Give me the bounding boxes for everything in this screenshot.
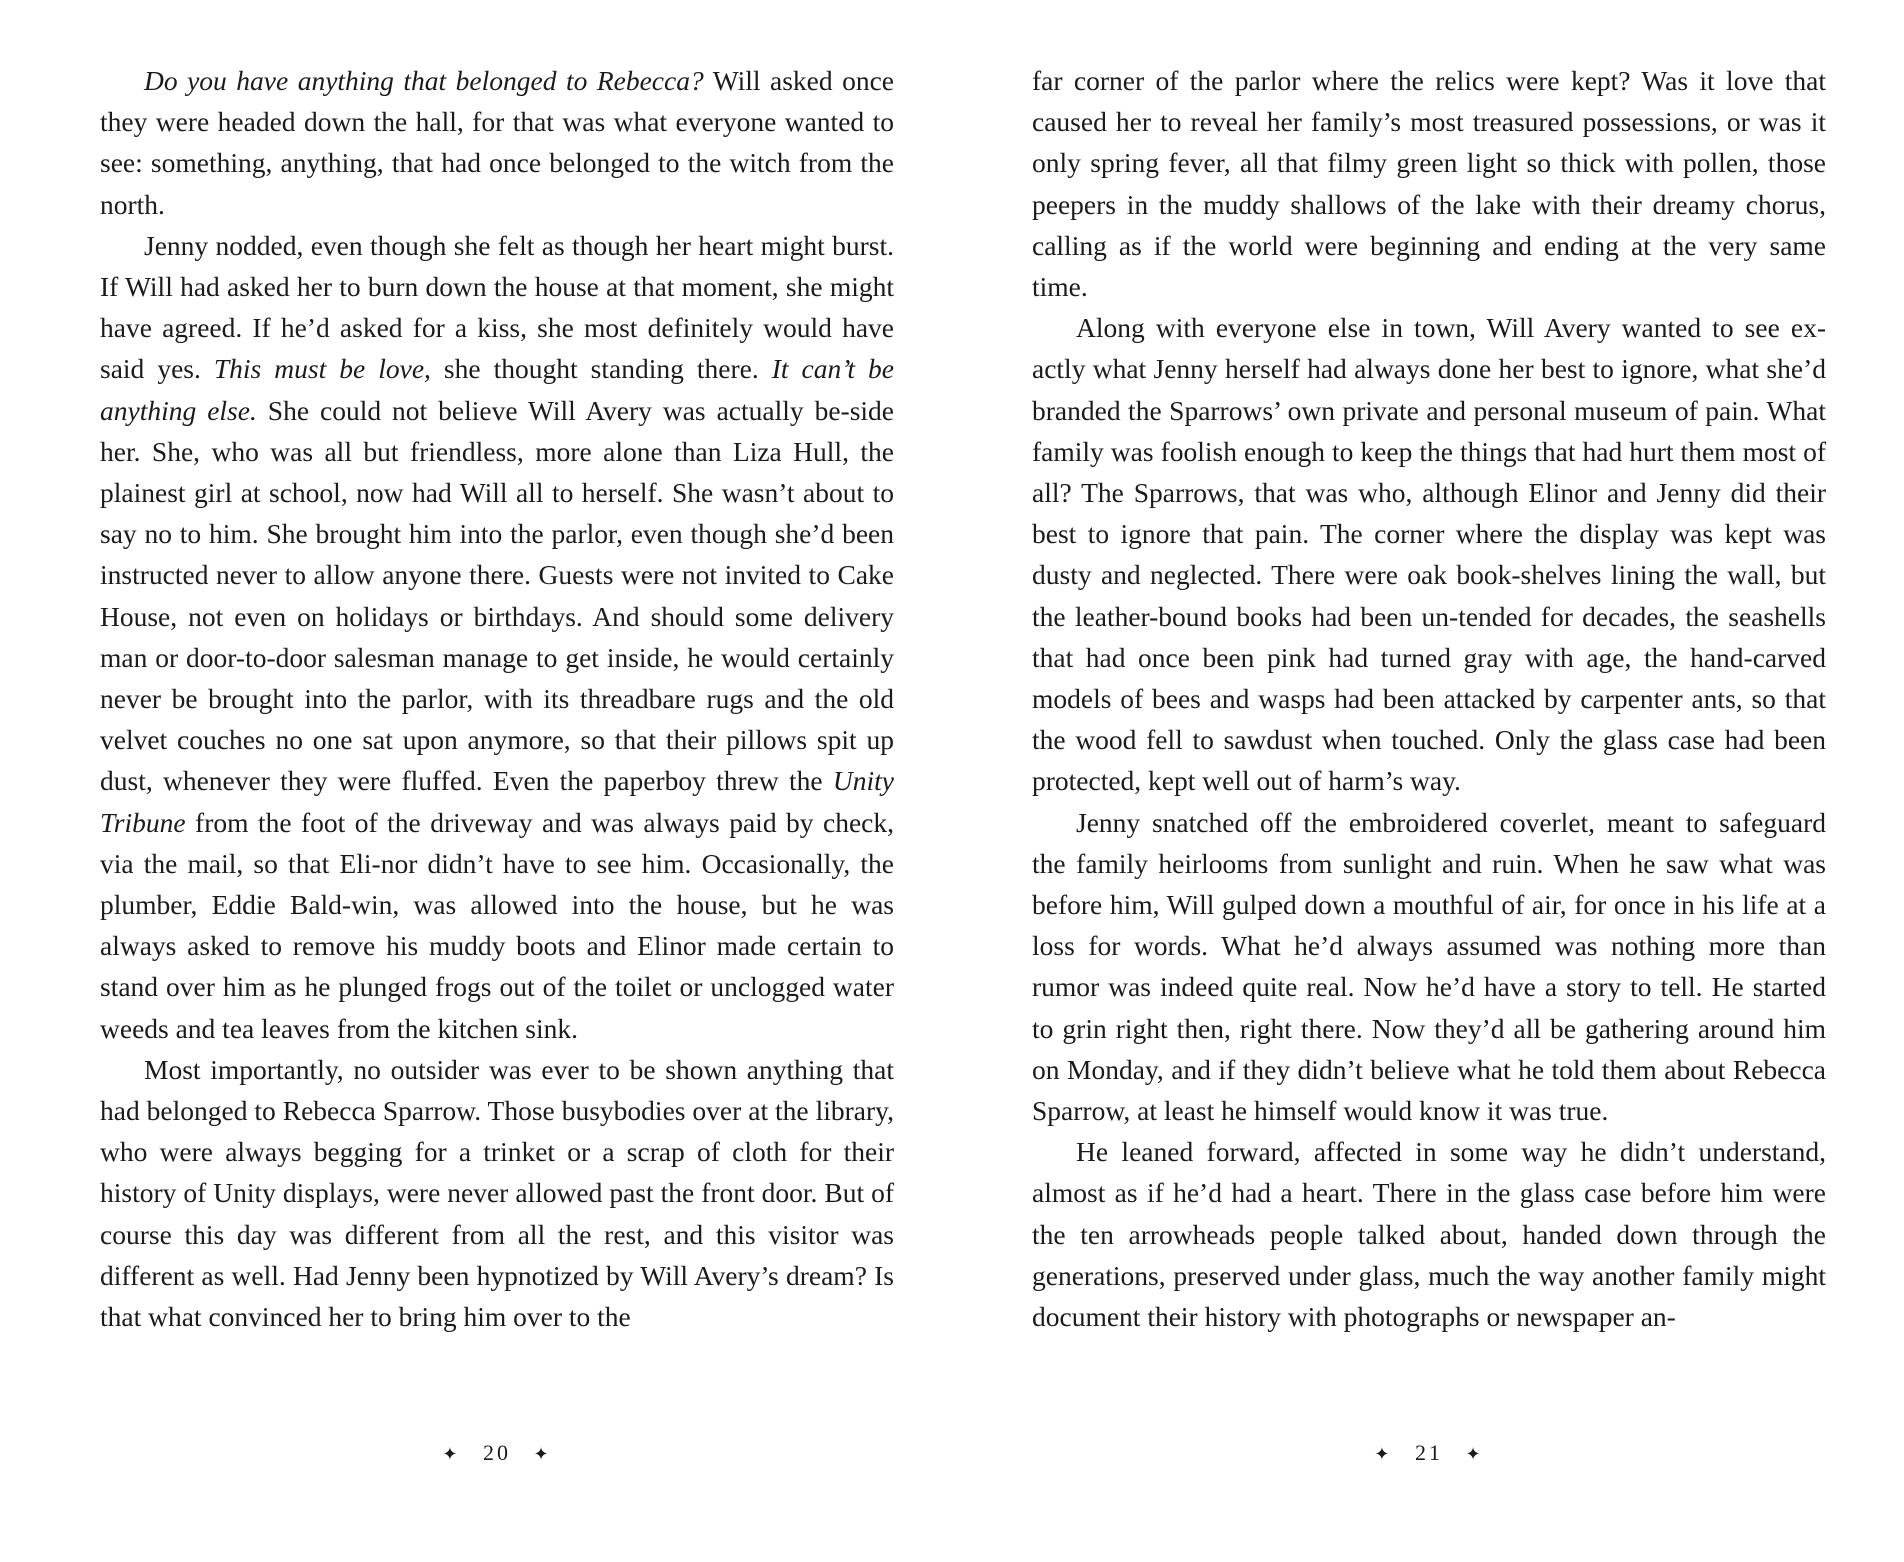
text-run: far corner of the parlor where the relics were kept? Was it love that caused her to reveal her family’s most treasured possessions, or was it only spring fever, all that filmy green light so thick with pollen, those peepers in the muddy shallows of the lake with their dreamy chorus, calling as if the world were beginning and ending at the very same time. [1032,65,1826,303]
paragraph [100,1049,894,1337]
ornament-icon: ✦ [1465,1444,1484,1464]
ornament-icon: ✦ [1374,1444,1393,1464]
right-page-text [1032,60,1826,1337]
text-run: He leaned forward, affected in some way he didn’t understand, almost as if he’d had a heart. There in the glass case before him were the ten arrowheads people talked about, handed down through the generations, preserved under glass, much the way another family might document their history with photographs or newspaper an- [1032,1136,1826,1333]
page-number-left [100,1440,894,1466]
italic-text: This must be love, [213,353,431,385]
page-number: 20 [483,1440,511,1465]
text-run: from the foot of the driveway and was always paid by check, via the mail, so that Eli-nor didn’t have to see him. Occasionally, the plumber, Eddie Bald-win, was allowed into the house, but he was always asked to remove his muddy boots and Elinor made certain to stand over him as he plunged frogs out of the toilet or unclogged water weeds and tea leaves from the kitchen sink. [100,806,894,1044]
left-page [100,60,894,1337]
page-number-right [1032,1440,1826,1466]
paragraph [1032,307,1826,801]
paragraph [1032,1131,1826,1337]
page-number: 21 [1415,1440,1443,1465]
right-page [1032,60,1826,1337]
paragraph [1032,802,1826,1132]
ornament-icon: ✦ [533,1444,552,1464]
italic-text: Do you have anything that belonged to Rebecca? [144,65,704,96]
text-run: Will asked once they were headed down the hall, for that was what everyone wanted to see: something, anything, that had once belonged to the witch from the north. [100,65,895,220]
text-run: Along with everyone else in town, Will Avery wanted to see ex-actly what Jenny herself had always done her best to ignore, what she’d branded the Sparrows’ own private and personal museum of pain. What family was foolish enough to keep the things that had hurt them most of all? The Sparrows, that was who, although Elinor and Jenny did their best to ignore that pain. The corner where the display was kept was dusty and neglected. There were oak book-shelves lining the wall, but the leather-bound books had been un-tended for decades, the seashells that had once been pink had turned gray with age, the hand-carved models of bees and wasps had been attacked by carpenter ants, so that the wood fell to sawdust when touched. Only the glass case had been protected, kept well out of harm’s way. [1032,312,1826,797]
italic-text: It can’t be anything else. [100,353,894,426]
ornament-icon: ✦ [442,1444,461,1464]
text-run: She could not believe Will Avery was actually be-side her. She, who was all but friendless, more alone than Liza Hull, the plainest girl at school, now had Will all to herself. She wasn’t about to say no to him. She brought him into the parlor, even though she’d been instructed never to allow anyone there. Guests were not invited to Cake House, not even on holidays or birthdays. And should some delivery man or door-to-door salesman manage to get inside, he would certainly never be brought into the parlor, with its threadbare rugs and the old velvet couches no one sat upon anymore, so that their pillows spit up dust, whenever they were fluffed. Even the paperboy threw the [100,394,894,797]
left-page-text [100,60,894,1337]
text-run: Jenny nodded, even though she felt as though her heart might burst. If Will had asked her to burn down the house at that moment, she might have agreed. If he’d asked for a kiss, she most definitely would have said yes. [100,229,894,385]
paragraph [100,60,894,225]
text-run: Most importantly, no outsider was ever to be shown anything that had belonged to Rebecca Sparrow. Those busybodies over at the library, who were always begging for a trinket or a scrap of cloth for their history of Unity displays, were never allowed past the front door. But of course this day was different from all the rest, and this visitor was different as well. Had Jenny been hypnotized by Will Avery’s dream? Is that what convinced her to bring him over to the [100,1053,894,1333]
paragraph [1032,60,1826,307]
paragraph [100,225,894,1049]
italic-text: Unity Tribune [100,765,894,838]
text-run: Jenny snatched off the embroidered coverlet, meant to safeguard the family heirlooms from sunlight and ruin. When he saw what was before him, Will gulped down a mouthful of air, for once in his life at a loss for words. What he’d always assumed was nothing more than rumor was indeed quite real. Now he’d have a story to tell. He started to grin right then, right there. Now they’d all be gathering around him on Monday, and if they didn’t believe what he told them about Rebecca Sparrow, at least he himself would know it was true. [1032,806,1826,1127]
text-run: she thought standing there. [430,353,772,385]
